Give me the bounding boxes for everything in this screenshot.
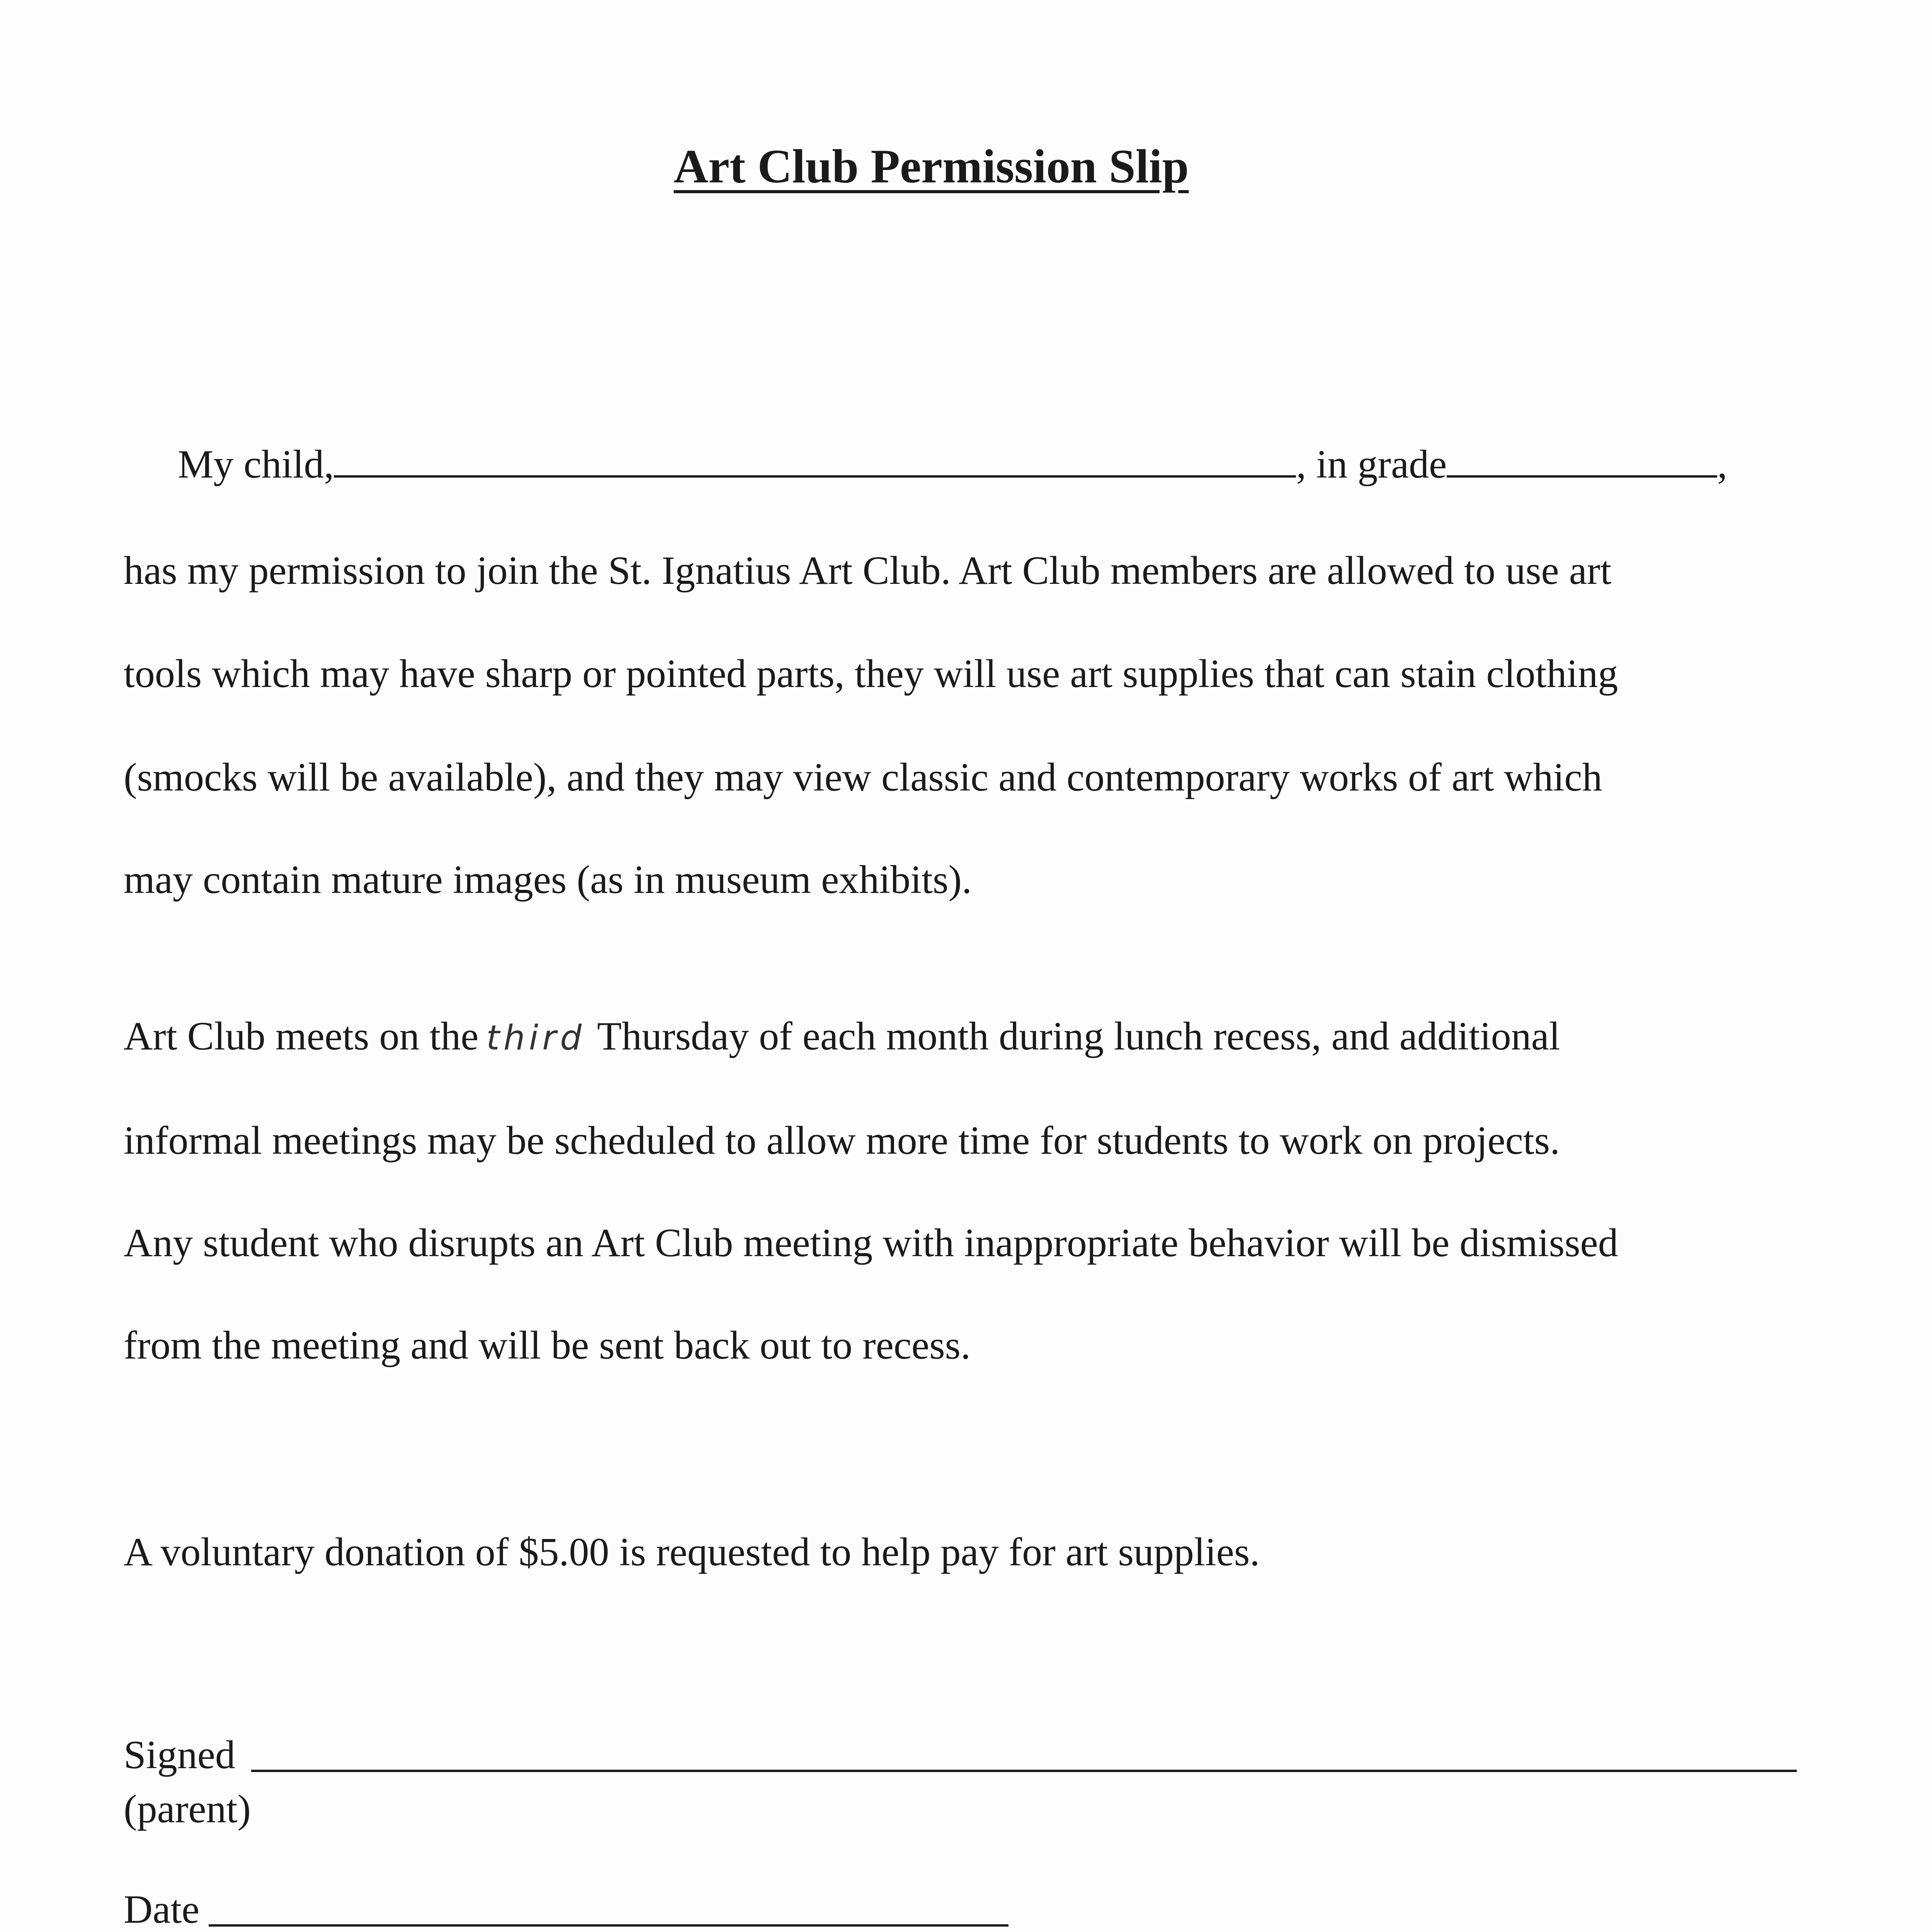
handwritten-meeting-day: third xyxy=(486,1018,586,1058)
child-grade-line xyxy=(178,444,1727,485)
paragraph-1-line-3: (smocks will be available), and they may view classic and contemporary works of art which xyxy=(124,755,1602,799)
signed-label: Signed xyxy=(124,1733,235,1777)
donation-request-text: A voluntary donation of $5.00 is requested to help pay for art supplies. xyxy=(124,1530,1260,1574)
grade-blank[interactable] xyxy=(1447,448,1717,478)
paragraph-1-line-2: tools which may have sharp or pointed parts, they will use art supplies that can stain clothing xyxy=(124,651,1618,696)
date-line[interactable] xyxy=(209,1924,1009,1927)
paragraph-1-line-1: has my permission to join the St. Ignatius Art Club. Art Club members are allowed to use art xyxy=(124,548,1612,593)
in-grade-label: , in grade xyxy=(1296,442,1447,486)
document-title: Art Club Permission Slip xyxy=(673,140,1189,193)
line1-comma: , xyxy=(1717,442,1728,486)
parent-label: (parent) xyxy=(124,1787,251,1831)
meets-on-label: Art Club meets on the xyxy=(124,1014,479,1058)
paragraph-1-line-4: may contain mature images (as in museum exhibits). xyxy=(124,857,972,902)
date-label: Date xyxy=(124,1887,200,1932)
meets-suffix: Thursday of each month during lunch recess, and additional xyxy=(597,1014,1560,1058)
paragraph-2-line-1 xyxy=(124,1016,1560,1058)
my-child-label: My child, xyxy=(178,442,334,486)
child-name-blank[interactable] xyxy=(334,448,1296,478)
paragraph-2-line-4: from the meeting and will be sent back out to recess. xyxy=(124,1323,971,1367)
paragraph-2-line-2: informal meetings may be scheduled to allow more time for students to work on projects. xyxy=(124,1118,1560,1163)
parent-signature-line[interactable] xyxy=(251,1770,1797,1772)
paragraph-2-line-3: Any student who disrupts an Art Club meeting with inappropriate behavior will be dismissed xyxy=(124,1221,1618,1265)
